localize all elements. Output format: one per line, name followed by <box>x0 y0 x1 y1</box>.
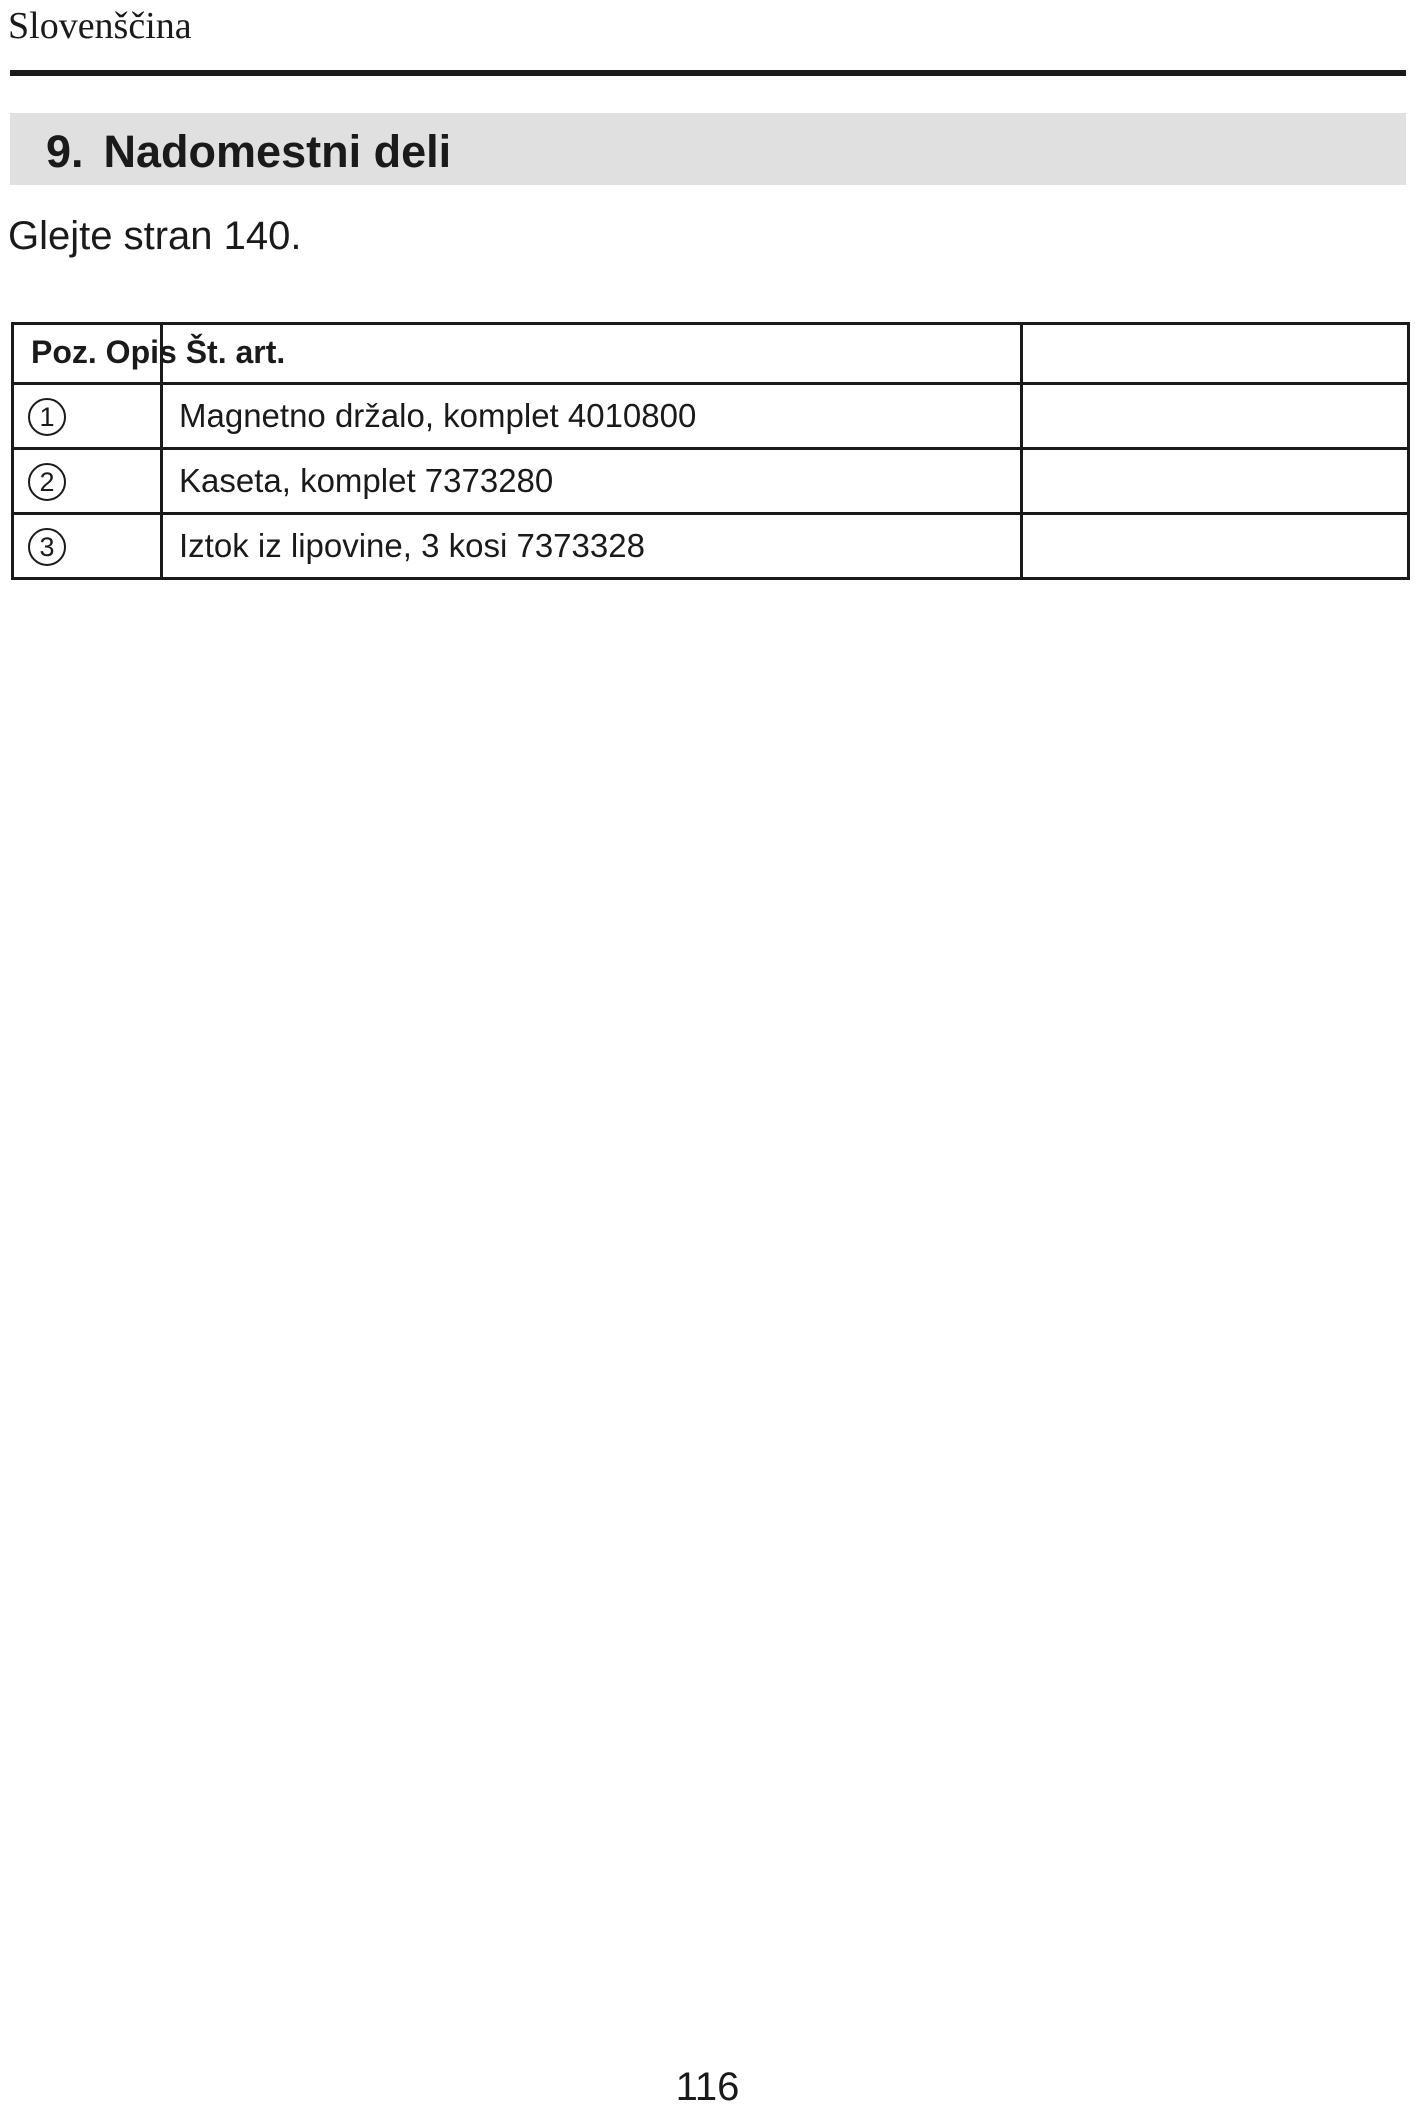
header-cell-pos <box>13 324 286 384</box>
see-page-note: Glejte stran 140. <box>8 214 302 258</box>
table-row <box>13 384 1409 449</box>
spare-parts-table <box>11 322 1410 580</box>
description-cell: Kaseta, komplet 7373280 <box>162 449 1022 514</box>
position-cell <box>13 449 162 514</box>
empty-cell <box>1022 449 1409 514</box>
description-cell: Magnetno držalo, komplet 4010800 <box>162 384 1022 449</box>
empty-cell <box>1022 384 1409 449</box>
table-header-text: Poz. Opis Št. art. <box>31 334 286 370</box>
position-cell <box>13 514 162 579</box>
table-row <box>13 514 1409 579</box>
position-cell <box>13 384 162 449</box>
circled-position-number: 3 <box>28 528 66 566</box>
circled-position-number: 2 <box>28 463 66 501</box>
page-number: 116 <box>675 2065 740 2109</box>
section-title: Nadomestni deli <box>103 126 452 177</box>
header-cell-desc <box>162 324 1022 384</box>
language-header: Slovenščina <box>8 5 192 47</box>
circled-position-number: 1 <box>28 398 66 436</box>
table-row <box>13 449 1409 514</box>
description-cell: Iztok iz lipovine, 3 kosi 7373328 <box>162 514 1022 579</box>
header-rule <box>10 70 1406 76</box>
empty-cell <box>1022 514 1409 579</box>
table-header-row <box>13 324 1409 384</box>
header-cell-empty <box>1022 324 1409 384</box>
section-number: 9. <box>46 126 84 177</box>
section-heading <box>46 126 451 178</box>
